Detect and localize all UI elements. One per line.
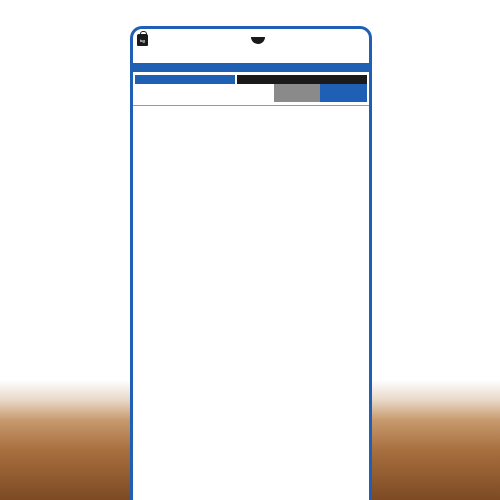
low-activity-label	[274, 84, 321, 102]
adult-band	[237, 75, 367, 84]
header	[133, 29, 369, 63]
junior-band-2	[135, 75, 235, 84]
weight-legend	[137, 32, 251, 60]
weight-icon: kg	[137, 34, 148, 46]
junior-band	[133, 63, 369, 72]
adult-section	[237, 75, 367, 102]
high-activity-label	[320, 84, 367, 102]
amount-legend	[251, 32, 365, 60]
bowl-icon	[251, 37, 265, 44]
footer-notes	[133, 105, 369, 116]
lower-section	[133, 75, 369, 102]
junior-bottom	[135, 75, 235, 102]
activity-header	[237, 84, 367, 102]
feeding-guide-card	[130, 26, 372, 500]
